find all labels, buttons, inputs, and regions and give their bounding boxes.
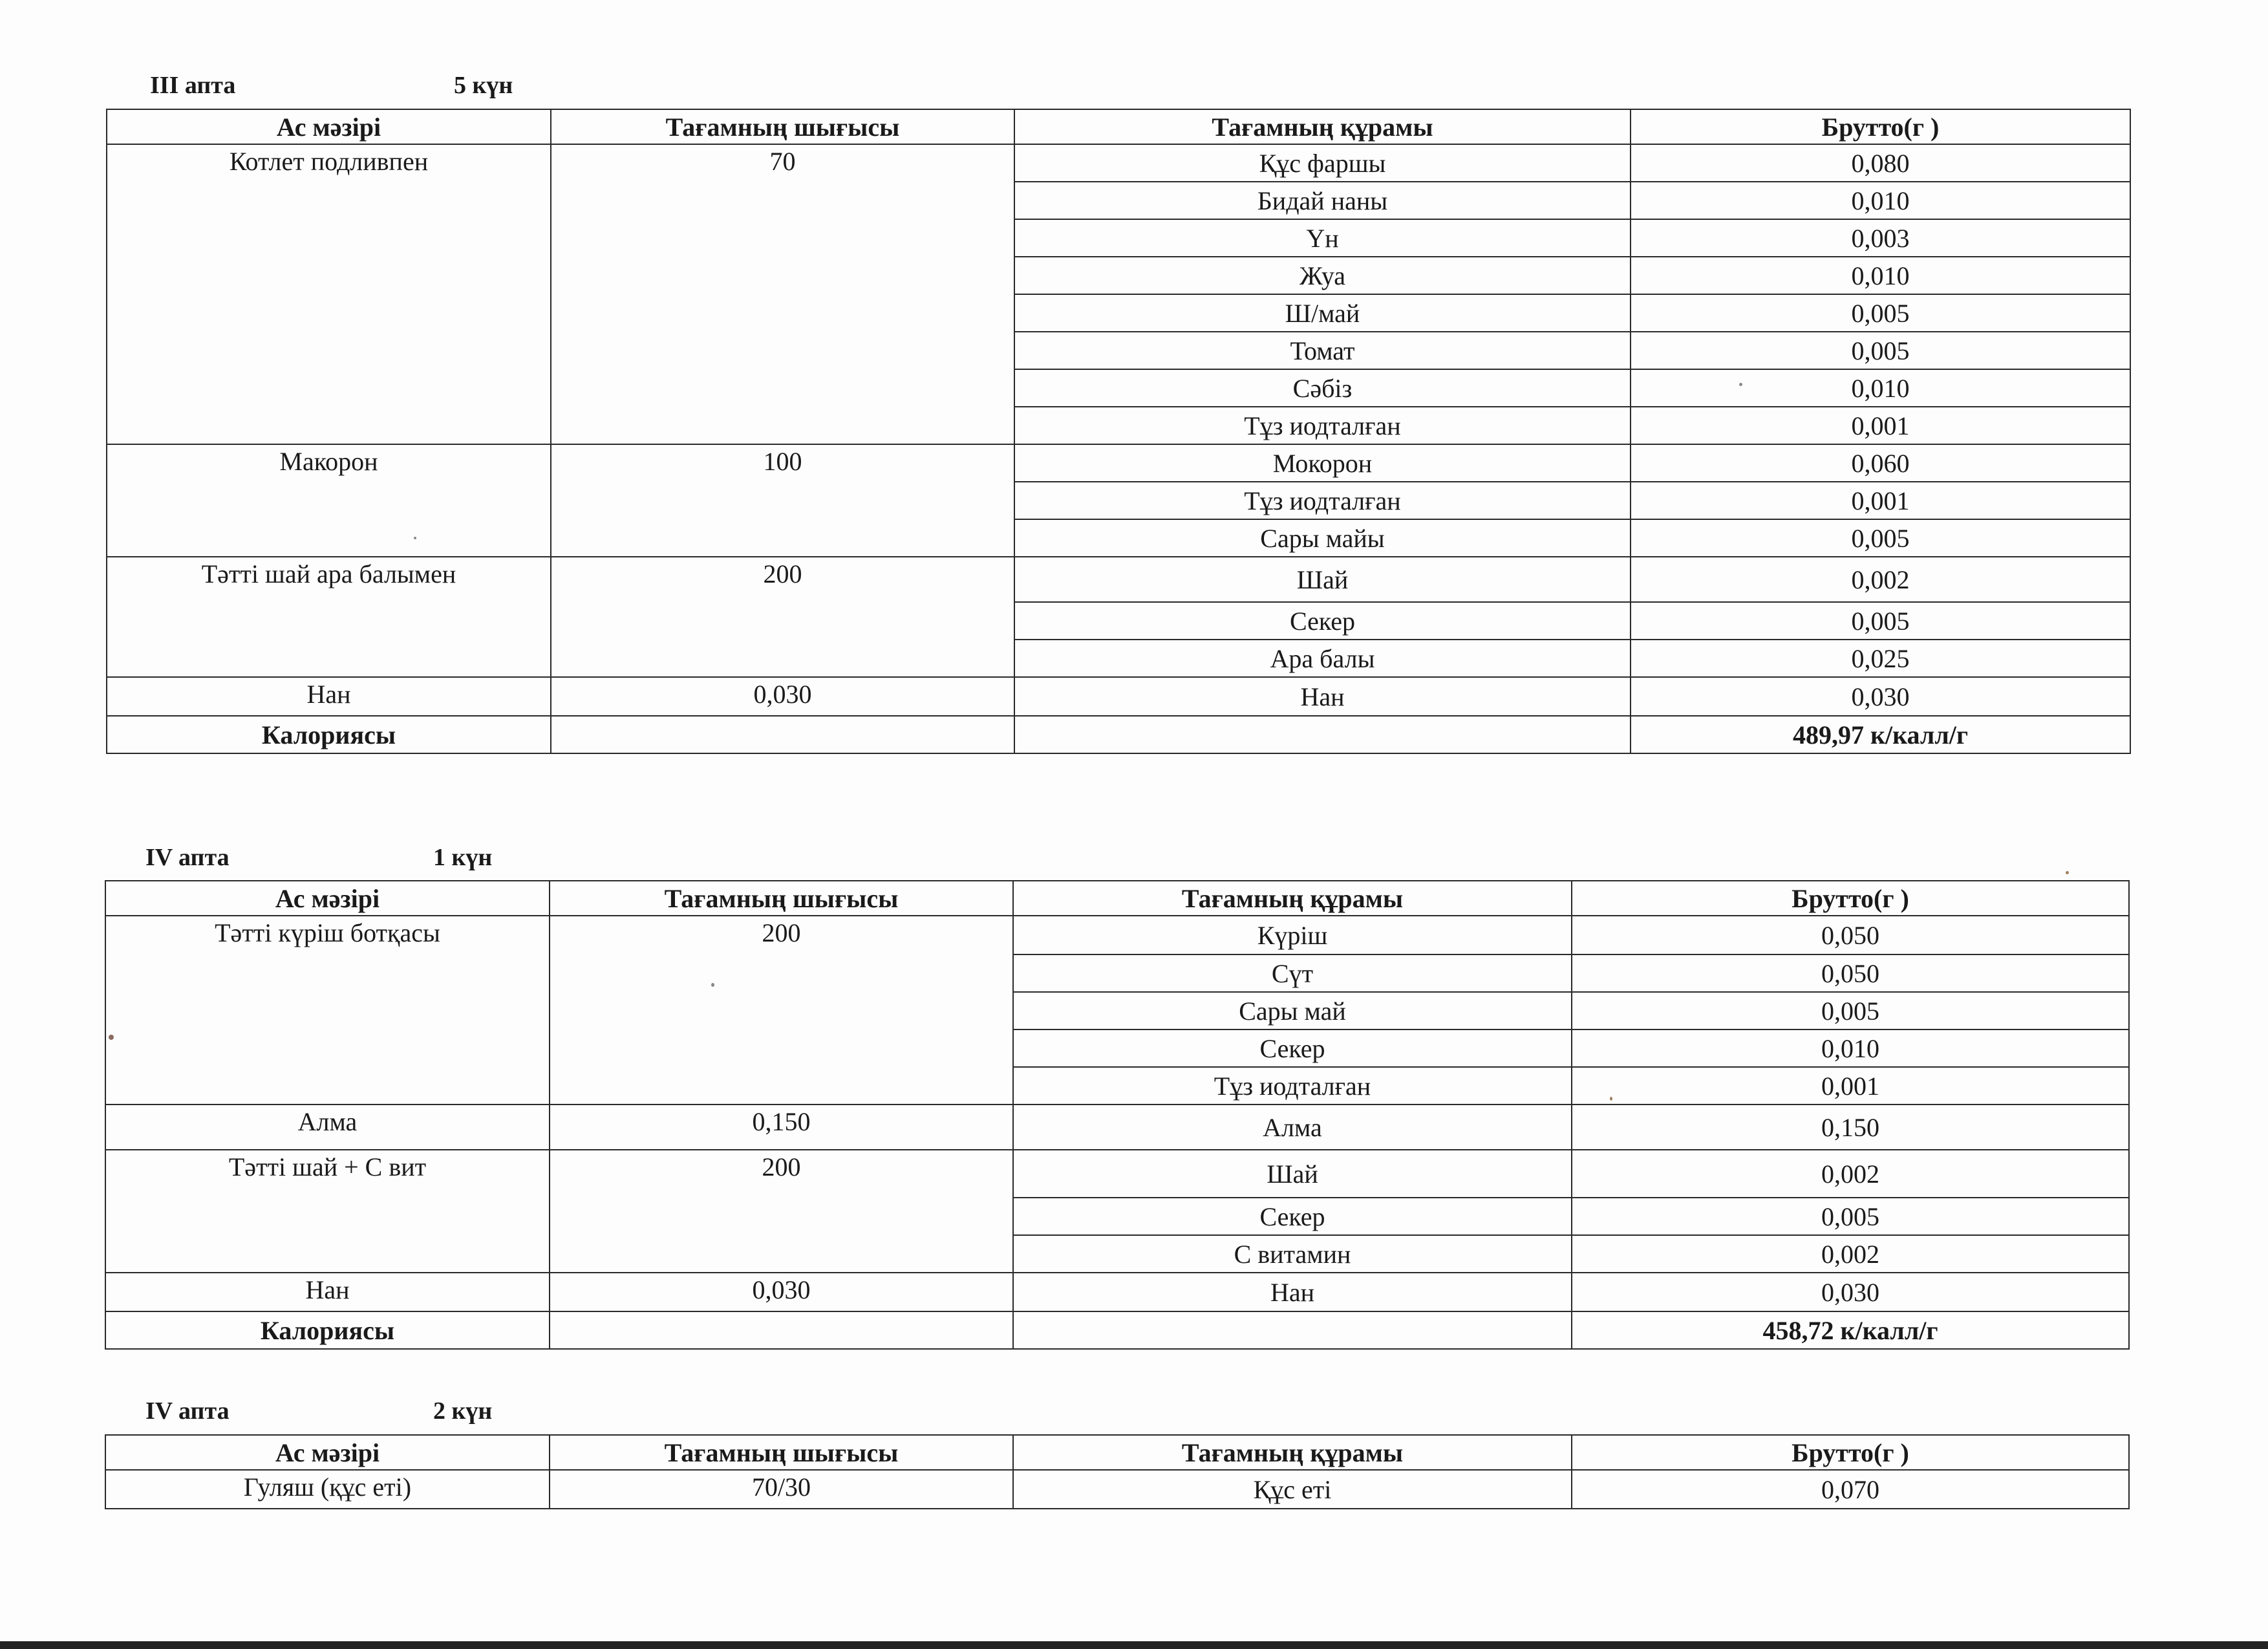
dish-name: Тәтті күріш ботқасы [105, 916, 550, 1105]
ingredient-name: Секер [1013, 1029, 1572, 1067]
ingredient-gross: 0,030 [1631, 677, 2130, 716]
ingredient-gross: 0,010 [1631, 182, 2130, 219]
dish-yield: 100 [551, 444, 1014, 557]
menu-table [105, 880, 2130, 1350]
ingredient-gross: 0,050 [1572, 954, 2129, 992]
scan-edge [0, 1641, 2268, 1649]
week-label: IV апта [145, 1397, 230, 1425]
scan-speck [711, 983, 714, 987]
calories-value: 489,97 к/калл/г [1631, 716, 2130, 753]
ingredient-name: Томат [1014, 332, 1631, 369]
empty-cell [550, 1311, 1013, 1349]
ingredient-gross: 0,070 [1572, 1470, 2129, 1509]
table-header-row [105, 881, 2129, 916]
table-header-row [107, 109, 2130, 144]
empty-cell [551, 716, 1014, 753]
menu-table [105, 1434, 2130, 1509]
ingredient-name: Бидай наны [1014, 182, 1631, 219]
calories-row [105, 1311, 2129, 1349]
day-label: 2 күн [433, 1397, 493, 1425]
table-row [107, 557, 2130, 602]
dish-yield: 200 [550, 916, 1013, 1105]
ingredient-name: Құс фаршы [1014, 144, 1631, 182]
menu-table-block [105, 880, 2128, 1350]
ingredient-gross: 0,002 [1572, 1235, 2129, 1273]
ingredient-name: Сүт [1013, 954, 1572, 992]
ingredient-gross: 0,001 [1572, 1067, 2129, 1105]
calories-row [107, 716, 2130, 753]
ingredient-gross: 0,005 [1631, 519, 2130, 557]
ingredient-gross: 0,010 [1572, 1029, 2129, 1067]
table-row [105, 1273, 2129, 1311]
scan-speck [414, 537, 416, 539]
table-row [107, 677, 2130, 716]
ingredient-gross: 0,005 [1631, 602, 2130, 640]
dish-name: Нан [107, 677, 551, 716]
menu-table [106, 109, 2131, 754]
column-header: Брутто(г ) [1631, 109, 2130, 144]
ingredient-name: Тұз иодталған [1014, 482, 1631, 519]
day-label: 1 күн [433, 844, 493, 871]
ingredient-name: Нан [1013, 1273, 1572, 1311]
scan-speck [1610, 1097, 1612, 1101]
empty-cell [1014, 716, 1631, 753]
ingredient-name: Секер [1014, 602, 1631, 640]
week-label: III апта [150, 72, 236, 99]
ingredient-gross: 0,005 [1572, 1198, 2129, 1235]
ingredient-name: Үн [1014, 219, 1631, 257]
ingredient-name: Ара балы [1014, 640, 1631, 677]
ingredient-name: Тұз иодталған [1013, 1067, 1572, 1105]
calories-value: 458,72 к/калл/г [1572, 1311, 2129, 1349]
menu-table-block [105, 1434, 2128, 1509]
dish-name: Макорон [107, 444, 551, 557]
ingredient-gross: 0,010 [1631, 257, 2130, 294]
ingredient-gross: 0,060 [1631, 444, 2130, 482]
ingredient-name: Секер [1013, 1198, 1572, 1235]
calories-label: Калориясы [107, 716, 551, 753]
column-header: Тағамның шығысы [550, 881, 1013, 916]
scan-speck [1739, 383, 1742, 386]
dish-name: Гуляш (құс еті) [105, 1470, 550, 1509]
ingredient-gross: 0,080 [1631, 144, 2130, 182]
column-header: Брутто(г ) [1572, 1435, 2129, 1470]
menu-table-block [106, 109, 2130, 754]
dish-yield: 70 [551, 144, 1014, 444]
scan-speck [2066, 871, 2069, 874]
column-header: Ас мәзірі [105, 1435, 550, 1470]
ingredient-gross: 0,003 [1631, 219, 2130, 257]
section-heading [145, 843, 493, 872]
ingredient-gross: 0,010 [1631, 369, 2130, 407]
ingredient-name: Сәбіз [1014, 369, 1631, 407]
ingredient-name: Мокорон [1014, 444, 1631, 482]
dish-yield: 200 [550, 1150, 1013, 1273]
dish-yield: 0,150 [550, 1105, 1013, 1150]
column-header: Ас мәзірі [107, 109, 551, 144]
ingredient-gross: 0,002 [1572, 1150, 2129, 1198]
ingredient-gross: 0,002 [1631, 557, 2130, 602]
ingredient-name: Ш/май [1014, 294, 1631, 332]
table-row [105, 1105, 2129, 1150]
ingredient-gross: 0,001 [1631, 482, 2130, 519]
ingredient-name: Нан [1014, 677, 1631, 716]
week-label: IV апта [145, 844, 230, 871]
ingredient-name: Алма [1013, 1105, 1572, 1150]
dish-yield: 0,030 [551, 677, 1014, 716]
column-header: Брутто(г ) [1572, 881, 2129, 916]
table-row [107, 144, 2130, 182]
ingredient-gross: 0,005 [1631, 294, 2130, 332]
ingredient-name: С витамин [1013, 1235, 1572, 1273]
column-header: Тағамның шығысы [550, 1435, 1013, 1470]
ingredient-gross: 0,005 [1631, 332, 2130, 369]
ingredient-name: Тұз иодталған [1014, 407, 1631, 444]
section-heading [150, 71, 513, 100]
table-row [107, 444, 2130, 482]
dish-yield: 0,030 [550, 1273, 1013, 1311]
column-header: Тағамның құрамы [1013, 1435, 1572, 1470]
table-row [105, 1470, 2129, 1509]
ingredient-gross: 0,150 [1572, 1105, 2129, 1150]
dish-name: Алма [105, 1105, 550, 1150]
column-header: Ас мәзірі [105, 881, 550, 916]
ingredient-name: Шай [1014, 557, 1631, 602]
column-header: Тағамның құрамы [1013, 881, 1572, 916]
calories-label: Калориясы [105, 1311, 550, 1349]
ingredient-name: Құс еті [1013, 1470, 1572, 1509]
table-header-row [105, 1435, 2129, 1470]
table-row [105, 1150, 2129, 1198]
dish-name: Тәтті шай ара балымен [107, 557, 551, 677]
scan-speck [109, 1035, 114, 1040]
dish-name: Котлет подливпен [107, 144, 551, 444]
dish-name: Тәтті шай + С вит [105, 1150, 550, 1273]
ingredient-gross: 0,001 [1631, 407, 2130, 444]
ingredient-name: Сары майы [1014, 519, 1631, 557]
day-label: 5 күн [454, 72, 513, 99]
dish-yield: 200 [551, 557, 1014, 677]
table-row [105, 916, 2129, 954]
ingredient-name: Сары май [1013, 992, 1572, 1029]
section-heading [145, 1397, 493, 1425]
ingredient-gross: 0,005 [1572, 992, 2129, 1029]
dish-name: Нан [105, 1273, 550, 1311]
column-header: Тағамның құрамы [1014, 109, 1631, 144]
ingredient-gross: 0,030 [1572, 1273, 2129, 1311]
dish-yield: 70/30 [550, 1470, 1013, 1509]
empty-cell [1013, 1311, 1572, 1349]
column-header: Тағамның шығысы [551, 109, 1014, 144]
ingredient-name: Шай [1013, 1150, 1572, 1198]
ingredient-name: Жуа [1014, 257, 1631, 294]
ingredient-name: Күріш [1013, 916, 1572, 954]
ingredient-gross: 0,050 [1572, 916, 2129, 954]
ingredient-gross: 0,025 [1631, 640, 2130, 677]
